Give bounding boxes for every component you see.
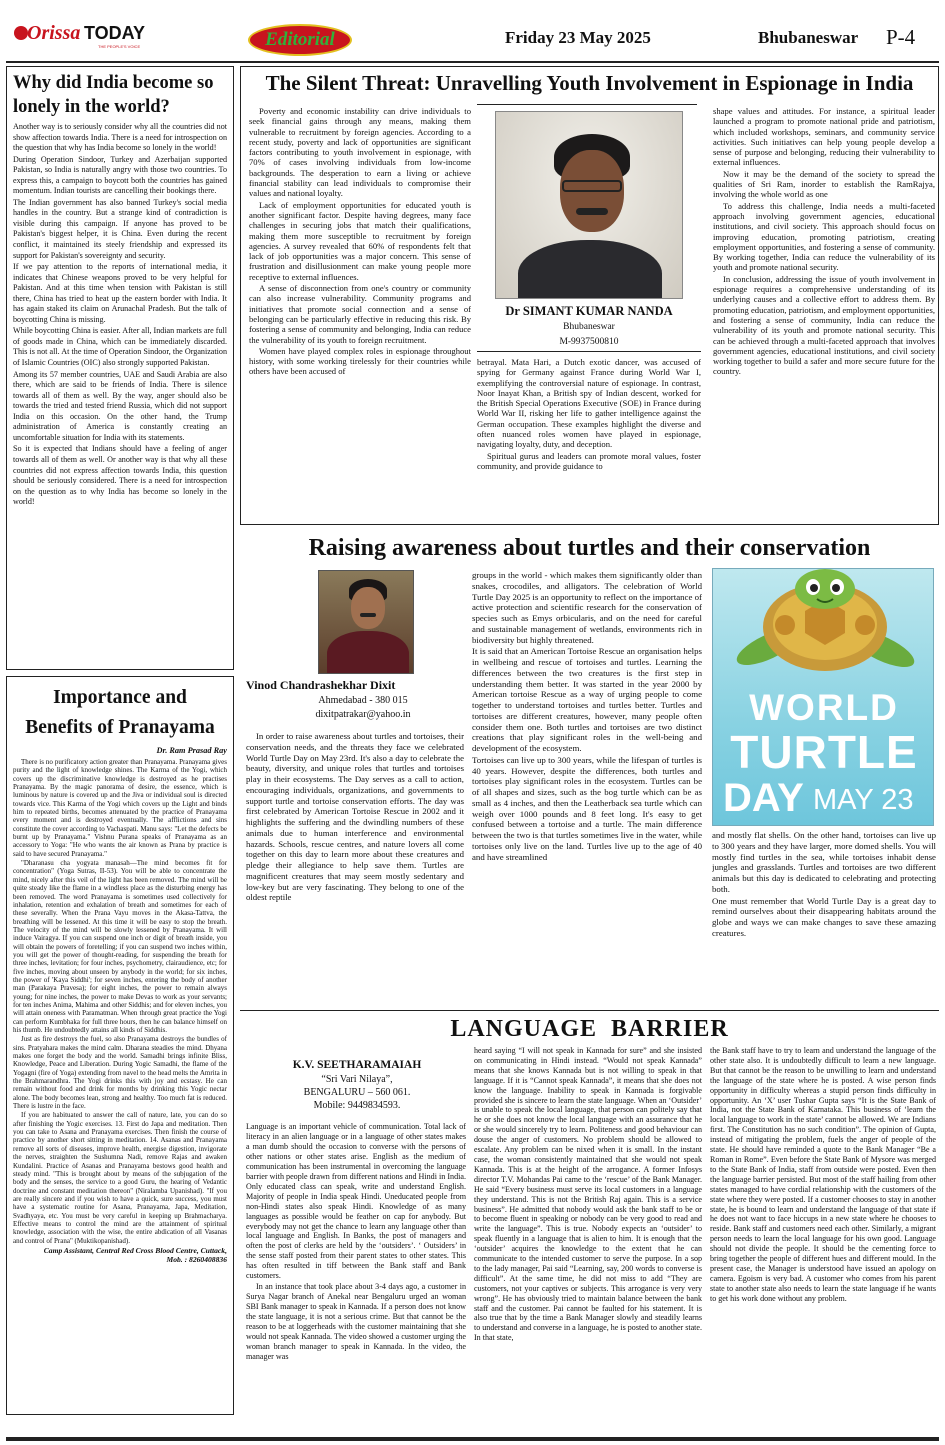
author-glasses — [562, 180, 622, 192]
article-col-1 — [246, 1122, 466, 1435]
author-addr2: BENGALURU – 560 061. — [303, 1087, 411, 1098]
page-number: P-4 — [886, 25, 916, 49]
article-turtles — [240, 530, 939, 1008]
paragraph: If we pay attention to the reports of international media, it indicates that Chinese weapons proved to be very helpful for Pakistan. And at this time when tension with Pakistan is still there, China has tried to heat up the eastern border with India. It has again staked its claim on Arunachal Pradesh. But the talk of boycotting China is missing. — [13, 262, 227, 324]
issue-date: Friday 23 May 2025 — [505, 28, 651, 47]
issue-city: Bhubaneswar — [758, 28, 859, 47]
paragraph: Women have played complex roles in espionage throughout history, with some working tirelessly for their countries while others have been accused of — [249, 345, 471, 377]
article-footer: Camp Assistant, Central Red Cross Blood Centre, Cuttack, — [43, 1245, 227, 1255]
paragraph: Language is an important vehicle of communication. Total lack of literacy in an alien language or in a language of other states makes a man dumb should the occasion to converse with the persons of other nations or other states arise. English as the medium of communication has been instrumental in overcoming the language barrier with people drawn from different nations and Hindi in India. Only educated class can speak, write and understand English. Majority of people in India speak Hindi. Uneducated people from non-Hindi states also speak Hindi. Knowledge of as many languages as possible would be feather on cap for anybody. But everybody may not get the chance to learn any language other than local language and English. In Banks, the post of managers and often the post of clerks are held by the ‘outsiders’. ‘ Outsiders’ in the sense staff posted from their parent states to other states. This has often resulted in tiff between the Bank staff and Bank customers. — [246, 1122, 466, 1281]
author-mobile: M-9937500810 — [559, 337, 619, 347]
turtle-day-poster — [712, 568, 934, 826]
paragraph: Now it may be the demand of the society to spread the qualities of Sri Ram, inorder to establish the RamRajya, involving the whole world as one — [713, 168, 935, 200]
author-name: Vinod Chandrashekhar Dixit — [246, 678, 396, 692]
poster-date: MAY 23 — [813, 784, 914, 816]
paragraph: If you are habituated to answer the call of nature, late, you can do so after finishing the Yogic exercises. 13. First do Japa and meditation. Then you can take to Asana and Pranayama exercises. Then finish the course of practice by another short sitting in meditation. 14. Asanas and Pranayama remove all sorts of diseases, improve health, energise digestion, invigorate the nerves, straighten the Sushumna Nadi, remove Rajas and awaken Kundalini. Practice of Asanas and Pranayama bestows good health and steady mind. "This is brought about by means of the subjugation of the body and the senses, the service to a good Guru, the hearing of Vedantic doctrine and constant meditation thereon" (Niralamba Upanishad). "If you are really sincere and if you wish to have a quick, sure success, you must have a systematic routine for Asana, Pranayama, Japa, Meditation, Svadhyaya, etc. You must be very careful in keeping up Brahmacharya. Effective means to control the mind are the attainment of spiritual knowledge, association with the wise, the entire abdication of all Vasanas and control of Prana" (Muktikopanishad). — [13, 1111, 227, 1245]
masthead-rule — [6, 61, 939, 63]
paragraph: betrayal. Mata Hari, a Dutch exotic dancer, was accused of spying for Germany against France during World War I, exemplifying the controversial nature of espionage. In contrast, Noor Inayat Khan, a British spy of Indian descent, worked for the British Special Operations Executive (SOE) in France during World War II, risking her life to gather intelligence against the German occupation. These examples highlight the diverse and often nuanced roles women have played in espionage, navigating loyalty, duty, and deception. — [477, 357, 701, 450]
author-photo — [318, 570, 414, 674]
title-underline — [477, 104, 697, 105]
article-col-2 — [472, 570, 702, 1008]
article-title: The Silent Threat: Unravelling Youth Involvement in Espionage in India — [265, 71, 914, 95]
poster-day: DAY — [723, 776, 804, 820]
paragraph: So it is expected that Indians should have a feeling of anger towards all of them as well. Or another way is that why all these countries did not express affection towards India, this question should be seriously considered. There is a need for introspection on the question as to why India has become so lonely in the world! — [13, 444, 227, 507]
article-title-line2: Benefits of Pranayama — [25, 717, 215, 738]
logo-orissa: Orissa — [27, 22, 81, 44]
paragraph: Among its 57 member countries, UAE and Saudi Arabia are also there, which are said to be friends of India. There is silence towards all of them as well. By the way, anger should also be towards the tried and tested friend Russia, which did not support India on this occasion. On the other hand, the Trump administration of America is constantly creating an uncomfortable situation for India with its statements. — [13, 369, 227, 442]
author-name: Dr SIMANT KUMAR NANDA — [505, 304, 673, 318]
article-col-2 — [477, 357, 701, 524]
paragraph: To address this challenge, India needs a multi-faceted approach involving government agencies, educational institutions, and civil society. This approach should focus on improving education, promoting patriotism, creating employment opportunities, and fostering a sense of community. By working together, India can reduce the vulnerability of its youth and promote national security. — [713, 200, 935, 273]
article-title-line1: Importance and — [53, 687, 187, 708]
paragraph: the Bank staff have to try to learn and understand the language of the other state also. It is undoubtedly difficult to learn a new language. But that cannot be the reason to be unwilling to learn and understand the language of the state where he is posted. A wise person finds opportunity in difficulty whereas a stupid person finds difficulty in opportunity. An ‘X’ user Tushar Gupta says “It is the State Bank of India, not the State Bank of Karnataka. This business of ‘learn the local language to work in the state’ cannot be allowed. We are Indians first. The Constitution has no such condition”. The opinion of Gupta, instead of mitigating the problem, fuels the anger of people of the state. He should have reminded a quote to the Bank Manager “Be a Roman in Rome”. Even before the State Bank of Mysore was merged to the State Bank of India, staff from outside were posted. Even then the language barrier persisted. But most of the staff hailing from other states managed to have cordial relationship with the customers of the state where they were posted. If a customer chooses to stay in another state, he is bound to learn and understand the language of that state if he does not want to face hiccups in a new state where he chooses to reside. Bank staff and customers need each other. Similarly, a migrant person needs to learn the local language for his own good. Language should not divide the people. It should be the cementing force to bring together the people of different hues and different mould. In the present case, the Manager is understood have issued an apology on camera. Egoism is very bad. A customer who comes from his parent state to another state also needs to learn the state language if he wants to get his work done without any problem. — [710, 1046, 936, 1303]
author-underline — [477, 351, 701, 352]
paragraph: In order to raise awareness about turtles and tortoises, their conservation needs, and the threats they face we celebrated World Turtle Day on May 23rd. It's also a day to celebrate the beauty, diversity, and unique roles that turtles and tortoises play in their ecosystems. The Day serves as a call to action, encouraging individuals, organizations, and governments to support turtle and tortoise conservation efforts. The day was first celebrated by American Tortoise Rescue in 2002 and it highlights the suffering and the dwindling numbers of these animals due to human interference and environmental hazards. Schools, rescue centres, and nature lovers all come together on this day to learn more about these creatures and pledge their allegiance to help save them. Turtles are magnificent creatures that may seem mostly sedentary and low-key but are very fascinating. They belong to one of the oldest reptile — [246, 731, 464, 903]
paragraph: Tortoises can live up to 300 years, while the lifespan of turtles is 40 years. However, despite the differences, both turtles and tortoises play significant roles in the ecosystem. Turtles can be of all shapes and sizes, such as the bog turtle which can be as small as 4 inches, and then the Leatherback sea turtle which can weigh over 1000 pounds and 8 feet long. It's easy to get confused between a tortoise and a turtle. The main difference between the two is that turtles sometimes live in the water, while tortoises only live on the land. Turtles live up to the age of 40 and have streamlined — [472, 754, 702, 862]
paragraph: Another way is to seriously consider why all the countries did not show affection towards India. There is a need for introspection on the question that why has India become so lonely in the world! — [13, 122, 227, 153]
author-photo — [495, 111, 683, 299]
author-shirt — [327, 631, 409, 674]
article-espionage — [240, 66, 939, 525]
author-moustache — [576, 208, 608, 215]
paragraph: The Indian government has also banned Turkey's social media handles in the country. But a strange kind of contradiction is visible during this campaign. If anyone has proved to be Pakistan's biggest helper, it is China. Even during the recent conflict, it maintained its steely friendship and expressed its support for Pakistan's sovereignty and security. — [13, 197, 227, 260]
article-language-barrier — [240, 1010, 939, 1435]
article-col-3 — [710, 1046, 936, 1435]
turtle-illustration — [713, 569, 934, 687]
logo-tagline: THE PEOPLE'S VOICE — [98, 44, 141, 49]
paragraph: During Operation Sindoor, Turkey and Azerbaijan supported Pakistan, so India is naturally angry with those two countries. To express this, a campaign to boycott both the countries has gained momentum. Indian tourists are cancelling their bookings there. — [13, 154, 227, 196]
section-badge — [248, 24, 352, 56]
masthead — [0, 0, 945, 64]
article-title: LANGUAGE BARRIER — [450, 1016, 729, 1042]
article-india-lonely — [6, 66, 234, 670]
article-pranayama — [6, 676, 234, 1415]
top-rule — [240, 1010, 939, 1011]
article-col-3 — [713, 106, 935, 524]
paragraph: There is no purificatory action greater than Pranayama. Pranayama gives purity and the light of knowledge shines. The Karma of the Yogi, which covers up the discriminative knowledge is destroyed as he practises Pranayama. By the magic panorama of desire, the essence, which is luminous by nature is covered up and the Jiva or individual soul is directed towards vice. This Karma of the Yogi which covers up the Light and binds him to repeated births, becomes attenuated by the practice of Pranayama every moment and is destroyed eventually. The afflictions and sins constitute the cover according to Vachaspati. Manu says: "Let the defects be burnt up by Pranayama." Vishnu Purana speaks of Pranayama as an accessory to Yoga: "He who wants the air known as Prana by practice is said to have secured Pranayama." — [13, 758, 227, 858]
paragraph: A sense of disconnection from one's country or community can also increase vulnerability. Community programs and initiatives that promote social connection and a sense of belonging can be particularly effective in reducing this risk. By fostering a sense of community and belonging, India can reduce the vulnerability of its youth to foreign recruitment. — [249, 283, 471, 345]
article-title: Raising awareness about turtles and their conservation — [308, 535, 871, 561]
paragraph: groups in the world - which makes them significantly older than snakes, crocodiles, and alligators. The celebration of World Turtle Day 2025 is an opportunity to reflect on the importance of active protection and scientific research for the conservation of species such as Emys orbicularis, and on the need for careful and sustainable management of wetlands, environments rich in biodiversity but highly threatened. — [472, 570, 702, 645]
author-face — [351, 587, 385, 629]
section-label: Editorial — [265, 29, 335, 50]
paragraph: It is said that an American Tortoise Rescue an organisation helps in wellbeing and rescue of tortoises and turtles. Learning the differences between the two creatures is the first step in understanding them better. It was started in the year 2000 by American tortoise Rescue as a way of urging people to come together to understand tortoises and turtles better. Turtles and tortoises are different creatures, however, many people often consider them one. Both turtles and tortoises are two distinct creations that play significant roles in the well-being and development of the ecosystem. — [472, 646, 702, 753]
author-city: Ahmedabad - 380 015 — [318, 695, 408, 706]
paragraph: and mostly flat shells. On the other hand, tortoises can live up to 300 years and they have larger, more domed shells. You will mostly find turtles in the sea, while tortoises inhabit dense jungles and grasslands. Turtles and tortoises are two different animals but this day is dedicated to celebrating and protecting both. — [712, 830, 936, 894]
paragraph: Lack of employment opportunities for educated youth is another significant factor. Despite having degrees, many face challenges in securing jobs that match their qualifications, making them more susceptible to recruitment by foreign agencies. A survey revealed that 60% of respondents felt that lack of job opportunities was a major concern. This sense of frustration and disillusionment can make young people more receptive to external influences. — [249, 199, 471, 282]
article-col-2 — [474, 1046, 702, 1435]
paragraph: "Dharanasu cha yogyata manasah—The mind becomes fit for concentration" (Yoga Sutras, II-53). You will be able to concentrate the mind, nicely after this veil of the light has been removed. The mind will be quite steady like the flame in a windless place as the disturbing energy has been removed. The word Pranayama is sometimes used collectively for inhalation, retention and exhalation of breath and sometimes for each of these severally. When the Prana Vayu moves in the Akasa-Tattva, the breathing will be lessened. At this time it will be easy to stop the breath. The velocity of the mind will be slowly lessened by Pranayama. It will induce Vairagya. If you can suspend one inch or digit of breath inside, you will obtain the powers of foretelling; if you can suspend two inches within, you will get the power of thought-reading, for suspending the breath for three inches, levitation; for four inches, psychometry, clairaudience, etc; for five inches, moving about unseen by anybody in the world; for six inches, the power of 'Kaya Siddhi'; for seven inches, entering the body of another man (Parakaya Pravesa); for eight inches, the power to remain always young; for nine inches, the power to make Devas to work as your servants; for ten inches Anima, Mahima and other Siddhis; and for eleven inches, you will attain oneness with Paramatman. When through great practice the Yogi can perform Kumbhaka for full three hours, then he can balance himself on his thumb. He undoubtedly attains all kinds of Siddhis. — [13, 859, 227, 1034]
article-col-1 — [246, 731, 464, 1008]
paragraph: heard saying “I will not speak in Kannada for sure” and she insisted on communicating in Hindi instead. “Would not speak Kannada” means that she knows Kannada but is not willing to speak in that language. If it is “Cannot speak Kannada”, it means that she does not know the language. Inability to speak in Kannada is forgivable provided she is sincere to learn the state language. When an ‘Outsider’ is unable to speak the local language, that person can politely say that he or she does not know the local language with an assurance that he or she would sincerely try to learn. Politeness and good behaviour can douse the anger of customers. No problem should be allowed to escalate. Any problem can be nixed when it is small. In the instant case, the woman consistently maintained that she would not speak Kannada. This is at the height of the arrogance. A former Infosys director T.V. Mohandas Pai came to the ‘rescue’ of the Bank Manager. He said “Every business must serve its local customers in a language they understand. This is not the British Raj again. This is a service business”. He admitted that nobody would ask the bank staff to be or to become fluent in speaking or nobody can be very good to read and write the language”. This is true. Nobody expects an ‘outsider’ to speak fluently in a language that is alien to him. It is enough that the ‘outsider’ acquires the knowledge to the extent that he can communicate to the intended customer to serve the purpose. In a sop to the lady manager, Pai said “Learning, say, 200 words to converse is difficult”. At the same time, he did not miss to add “They are customers, not your captives or subjects. This arrogance is very very wrong”. He has obviously tried to maintain balance between the bank staff and the customer. Pai cannot be faulted for his statement. It is also true that by the time a Bank Manager slowly and steadily learns to understand and converse in a language, he is posted to another state. In that state, — [474, 1046, 702, 1343]
author-mobile: Mobile: 9449834593. — [313, 1100, 401, 1111]
paragraph: In conclusion, addressing the issue of youth involvement in espionage requires a comprehensive understanding of its underlying causes and a collective effort to address them. By promoting education, patriotism, and employment opportunities, and fostering a sense of community, India can reduce the vulnerability of its youth and promote national security. This can be achieved through a multi-faceted approach that involves government agencies, educational institutions, and civil society working together to build a safer and more secure future for the country. — [713, 273, 935, 377]
paragraph: While boycotting China is easier. After all, Indian markets are full of goods made in China, which can be immediately discarded. This is not all. At the time of Operation Sindoor, the Organization of Islamic Countries (OIC) also strongly supported Pakistan. — [13, 326, 227, 368]
paragraph: One must remember that World Turtle Day is a great day to remind ourselves about their disappearing habitats around the globe and ways we can make changes to save these amazing creatures. — [712, 895, 936, 938]
article-body — [13, 758, 227, 1245]
logo-today: TODAY — [84, 23, 146, 43]
author-shirt — [518, 240, 662, 299]
author-moustache — [360, 613, 376, 617]
logo — [14, 22, 154, 52]
article-col-1 — [249, 106, 471, 524]
author-name: K.V. SEETHARAMAIAH — [292, 1059, 422, 1071]
author-block — [246, 1058, 468, 1112]
paragraph: Just as fire destroys the fuel, so also Pranayama destroys the bundles of sins. Pratyahara makes the mind calm. Dharana steadies the mind. Dhyana makes one forget the body and the world. Samadhi brings infinite Bliss, Knowledge, Peace and Liberation. During Yogic Samadhi, the flame of the Yogagni (fire of Yoga) extending from navel to the head melts the Amrita in the Brahmarandhra. The Yogi drinks this with joy and ecstasy. He can remain without food and drink for months by drinking this Yogic nectar alone. The body becomes lean, strong and healthy. Too much fat is reduced. There is lustre in the face. — [13, 1035, 227, 1111]
poster-turtle: TURTLE — [730, 727, 918, 777]
paragraph: Spiritual gurus and leaders can promote moral values, foster community, and provide guidance to — [477, 450, 701, 471]
bottom-rule — [6, 1437, 939, 1441]
article-col-3 — [712, 830, 936, 1008]
logo-emblem-icon — [14, 26, 28, 40]
paragraph: Poverty and economic instability can drive individuals to seek financial gains through any means, making them vulnerable to recruitment by foreign agencies. According to a recent study, poverty and lack of opportunities are significant factors contributing to youth involvement in espionage, with 70% of cases involving individuals from low-income backgrounds. The desperation to earn a living or achieve financial stability can lead individuals to compromise their values and national loyalty. — [249, 106, 471, 199]
author-addr1: “Sri Vari Nilaya”, — [321, 1074, 393, 1085]
paragraph: In an instance that took place about 3-4 days ago, a customer in Surya Nagar branch of Anekal near Bengaluru urged an woman SBI Bank manager to speak in Kannada. If a person does not know the state language, it is not a serious crime. But that cannot be the reason to be at loggerheads with the customer maintaining that she would not speak Kannada. The video showed a customer urging the woman branch manager to speak in Kannada. In the video, the manager was — [246, 1282, 466, 1361]
article-author: Dr. Ram Prasad Ray — [156, 746, 227, 755]
article-body — [13, 122, 227, 508]
author-city: Bhubaneswar — [563, 322, 615, 332]
author-email: dixitpatrakar@yahoo.in — [315, 709, 411, 720]
article-footer-mobile: Mob. : 8260408836 — [166, 1254, 227, 1264]
article-title: Why did India become so lonely in the world? — [13, 73, 214, 117]
paragraph: shape values and attitudes. For instance, a spiritual leader launched a program to promote national pride and patriotism, which included workshops, seminars, and community service activities. Such initiatives can help young people develop a sense of purpose and belonging, reducing their vulnerability to external influences. — [713, 106, 935, 168]
poster-world: WORLD — [749, 687, 899, 728]
